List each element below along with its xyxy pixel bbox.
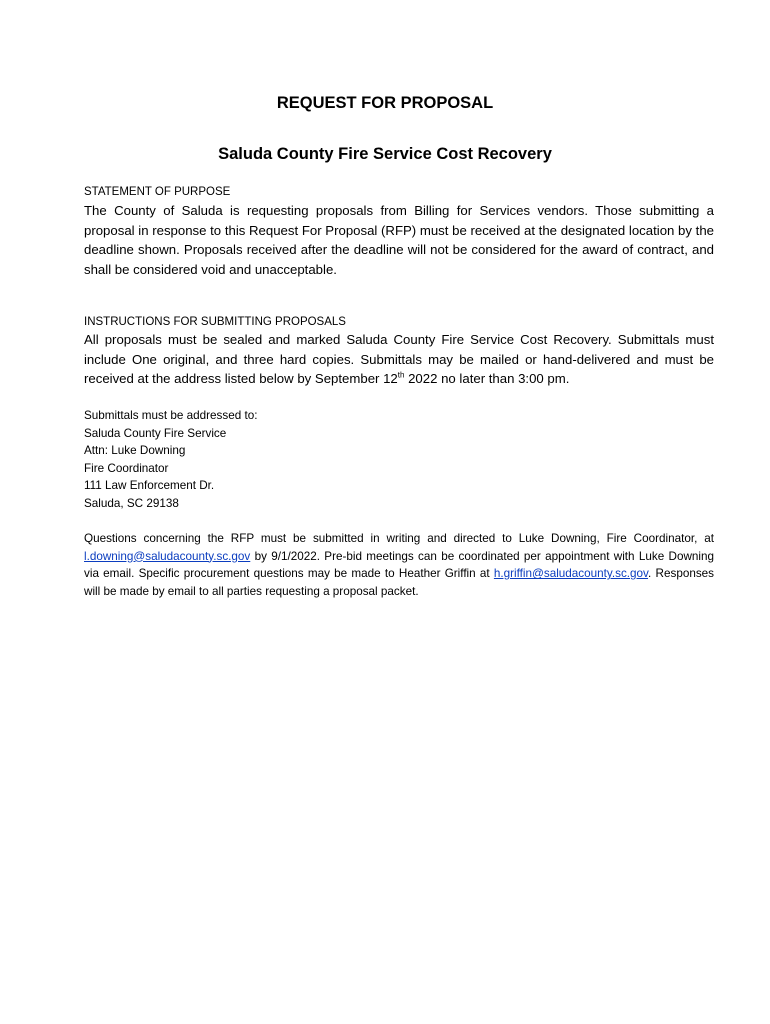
instructions-text <box>84 330 714 389</box>
address-intro: Submittals must be addressed to: <box>84 409 258 422</box>
address-line-organization: Saluda County Fire Service <box>84 426 227 440</box>
document-title: REQUEST FOR PROPOSAL <box>276 94 494 112</box>
address-line-city: Saluda, SC 29138 <box>84 496 179 510</box>
purpose-section <box>84 186 714 279</box>
instructions-heading: INSTRUCTIONS FOR SUBMITTING PROPOSALS <box>84 316 346 328</box>
email-link-griffin[interactable]: h.griffin@saludacounty.sc.gov <box>493 567 649 581</box>
questions-section <box>84 530 714 600</box>
address-line-attn: Attn: Luke Downing <box>84 444 186 458</box>
purpose-heading: STATEMENT OF PURPOSE <box>84 186 231 198</box>
instructions-text-deadline: 2022 no later than 3:00 pm. <box>404 371 570 386</box>
instructions-text-main: All proposals must be sealed and marked Saluda County Fire Service Cost Recovery. Submittals must include One original, and three hard copies. Submittals may be mailed or hand-delivered and must be received at the address listed below by September 12 <box>84 332 714 386</box>
questions-text <box>84 530 714 600</box>
date-ordinal-suffix: th <box>397 370 405 380</box>
address-line-street: 111 Law Enforcement Dr. <box>84 479 215 493</box>
document-subtitle: Saluda County Fire Service Cost Recovery <box>218 145 552 163</box>
questions-text-part1: Questions concerning the RFP must be submitted in writing and directed to Luke Downing, Fire Coordinator, at <box>84 532 714 545</box>
questions-text-part3: . Responses will be made by email to all parties requesting a proposal packet. <box>84 567 715 598</box>
instructions-section <box>84 316 714 389</box>
address-section <box>84 407 714 513</box>
email-link-downing[interactable]: l.downing@saludacounty.sc.gov <box>84 549 251 563</box>
questions-text-part2: by 9/1/2022. Pre-bid meetings can be coordinated per appointment with Luke Downing via email. Specific procurement questions may be made to Heather Griffin at <box>84 549 714 581</box>
purpose-text: The County of Saluda is requesting proposals from Billing for Services vendors. Those submitting a proposal in response to this Request For Proposal (RFP) must be received at the designated location by the deadline shown. Proposals received after the deadline will not be considered for the award of contract, and shall be considered void and unacceptable. <box>84 203 714 277</box>
address-line-role: Fire Coordinator <box>84 461 169 475</box>
